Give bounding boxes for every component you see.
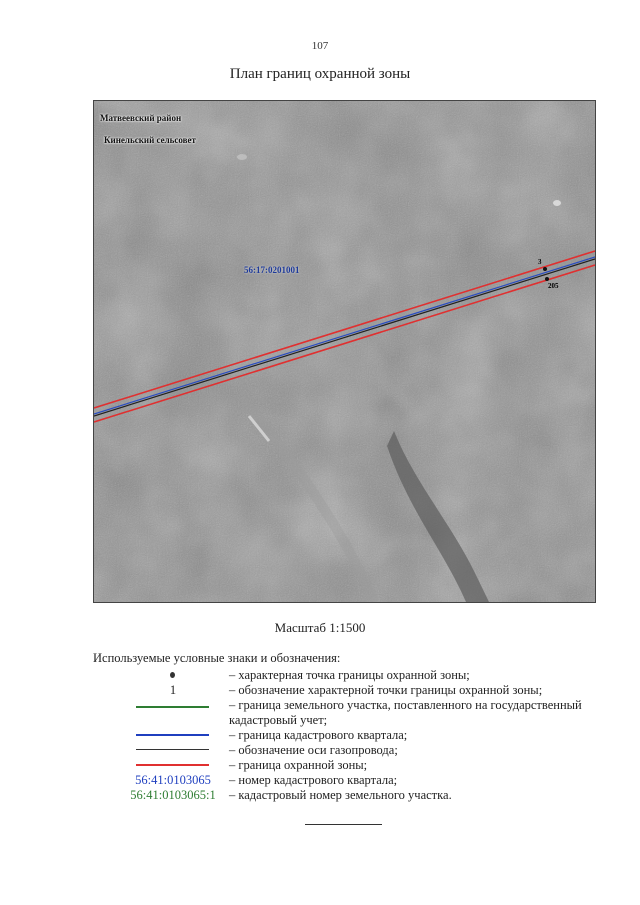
legend-item-cadastral-number: [93, 788, 613, 803]
map-frame: [93, 100, 596, 603]
legend-item-point: [93, 668, 613, 683]
point-label-3: 3: [538, 258, 542, 266]
quarter-number-label: 56:17:0201001: [244, 265, 300, 275]
scale-label: Масштаб 1:1500: [274, 620, 366, 635]
legend-description: – граница охранной зоны;: [229, 758, 368, 772]
legend-item-protection-zone: [93, 758, 613, 773]
legend-symbol-text: 56:41:0103065: [135, 773, 211, 787]
legend-heading: Используемые условные знаки и обозначения:: [93, 651, 341, 665]
legend-description: – обозначение характерной точки границы охранной зоны;: [229, 683, 543, 697]
legend-symbol-text: 56:41:0103065:1: [130, 788, 216, 802]
legend-description: – граница земельного участка, поставленного на государственный кадастровый учет;: [229, 698, 582, 727]
council-label: Кинельский сельсовет: [104, 135, 196, 145]
legend-item-pipeline-axis: [93, 743, 613, 758]
legend-item-point-number: [93, 683, 613, 698]
aerial-map: [94, 101, 595, 602]
green-line-symbol: [136, 706, 209, 708]
legend-item-quarter-number: [93, 773, 613, 788]
boundary-point-3: [543, 267, 547, 271]
legend-description: – характерная точка границы охранной зоны;: [229, 668, 470, 682]
legend-item-land-plot-boundary: [93, 698, 613, 728]
legend-item-quarter-boundary: [93, 728, 613, 743]
legend-description: – обозначение оси газопровода;: [229, 743, 398, 757]
blue-line-symbol: [136, 734, 209, 736]
black-line-symbol: [136, 749, 209, 750]
point-symbol-icon: [170, 672, 175, 678]
district-label: Матвеевский район: [100, 113, 182, 123]
page-number: 107: [311, 40, 329, 52]
legend-description: – граница кадастрового квартала;: [229, 728, 408, 742]
legend-description: – кадастровый номер земельного участка.: [229, 788, 452, 802]
legend-symbol-text: 1: [169, 683, 177, 697]
footer-divider: [305, 824, 382, 825]
boundary-point-205: [545, 277, 549, 281]
terrain-grain: [94, 101, 595, 602]
page-title: План границ охранной зоны: [229, 66, 411, 82]
red-line-symbol: [136, 764, 209, 766]
legend-description: – номер кадастрового квартала;: [229, 773, 398, 787]
point-label-205: 205: [548, 282, 559, 290]
